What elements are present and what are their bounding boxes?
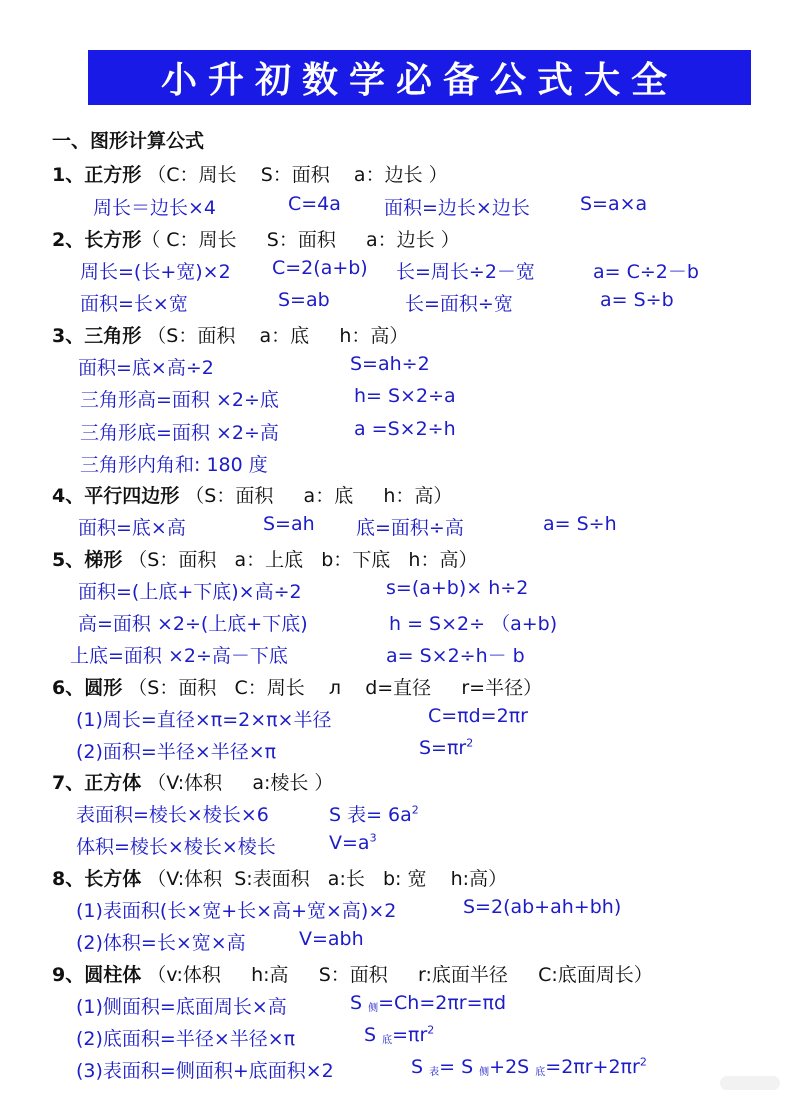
formula: a =S×2÷h (354, 418, 456, 440)
trapezoid-heading (52, 545, 477, 572)
item-number: 5、 (52, 549, 85, 571)
square-heading (52, 160, 448, 187)
variable-legend: （S：面积 a：底 h：高） (141, 325, 409, 347)
triangle-heading (52, 321, 408, 348)
variable-legend: （v:体积 h:高 S：面积 r:底面半径 C:底面周长） (141, 964, 653, 986)
item-number: 4、 (52, 485, 85, 507)
cuboid-heading (52, 864, 507, 891)
shape-name: 平行四边形 (84, 485, 180, 507)
formula: (2)底面积=半径×半径×π (76, 1028, 296, 1050)
formula: C=πd=2πr (428, 705, 528, 727)
formula: (3)表面积=侧面积+底面积×2 (76, 1060, 334, 1082)
formula: 长=面积÷宽 (405, 293, 513, 315)
variable-legend: （V:体积 S:表面积 a:长 b: 宽 h:高） (141, 868, 508, 890)
formula: (2)面积=半径×半径×π (76, 741, 277, 763)
formula: 面积=长×宽 (80, 293, 188, 315)
formula: a= C÷2－b (593, 261, 699, 283)
formula: 三角形内角和: 180 度 (80, 454, 268, 476)
formula: (1)周长=直径×π=2×π×半径 (76, 709, 332, 731)
item-number: 8、 (52, 868, 85, 890)
circle-heading (52, 673, 542, 700)
rectangle-heading (52, 225, 460, 252)
formula: 面积=边长×边长 (384, 197, 530, 219)
section-heading: 一、图形计算公式 (52, 130, 205, 152)
variable-legend: （S：面积 C：周长 л d=直径 r=半径） (122, 677, 543, 699)
formula: V=abh (299, 928, 364, 950)
formula: 面积=底×高÷2 (78, 357, 214, 379)
item-number: 1、 (52, 164, 85, 186)
variable-legend: （S：面积 a：上底 b：下底 h：高） (122, 549, 478, 571)
formula: $V=a^3$ (329, 831, 377, 854)
formula: C=4a (288, 193, 341, 215)
formula: S=2(ab+ah+bh) (463, 896, 622, 918)
formula: (1)侧面积=底面周长×高 (76, 996, 287, 1018)
formula: S=ah÷2 (350, 353, 430, 375)
cylinder-heading (52, 960, 653, 987)
formula: (2)体积=长×宽×高 (76, 932, 246, 954)
cube-heading (52, 768, 333, 795)
formula: 上底=面积 ×2÷高－下底 (70, 645, 288, 667)
shape-name: 圆形 (84, 677, 123, 699)
title-banner (88, 50, 751, 105)
variable-legend: （ C：周长 S：面积 a：边长 ） (141, 229, 460, 251)
formula: S=a×a (580, 193, 648, 215)
shape-name: 正方形 (84, 164, 142, 186)
formula: a= S÷h (543, 513, 617, 535)
item-number: 7、 (52, 772, 85, 794)
variable-legend: （S：面积 a：底 h：高） (179, 485, 453, 507)
shape-name: 长方形 (84, 229, 142, 251)
variable-legend: （C：周长 S：面积 a：边长 ） (141, 164, 448, 186)
shape-name: 圆柱体 (84, 964, 142, 986)
watermark (720, 1076, 780, 1090)
formula: (1)表面积(长×宽+长×高+宽×高)×2 (76, 900, 397, 922)
formula: 三角形高=面积 ×2÷底 (80, 389, 279, 411)
formula: h= S×2÷a (354, 385, 456, 407)
shape-name: 三角形 (84, 325, 142, 347)
formula: h = S×2÷ （a+b) (389, 613, 558, 635)
formula: C=2(a+b) (272, 257, 368, 279)
formula: S=ab (278, 289, 330, 311)
formula: a= S×2÷h－ b (386, 645, 525, 667)
formula: 底=面积÷高 (356, 517, 464, 539)
formula: 周长＝边长×4 (93, 197, 217, 219)
formula: 高=面积 ×2÷(上底+下底) (78, 613, 308, 635)
shape-name: 梯形 (84, 549, 123, 571)
formula: $S=\pi r^2$ (419, 736, 474, 759)
item-number: 2、 (52, 229, 85, 251)
formula: 表面积=棱长×棱长×6 (76, 804, 269, 826)
formula: a= S÷b (600, 289, 674, 311)
parallelogram-heading (52, 481, 452, 508)
formula: 三角形底=面积 ×2÷高 (80, 422, 279, 444)
item-number: 6、 (52, 677, 85, 699)
formula: 长=周长÷2－宽 (396, 261, 535, 283)
formula: 周长=(长+宽)×2 (80, 261, 231, 283)
formula: S $_表$= S $_侧$+2S $_底=2\pi r+2\pi r^2$ (411, 1055, 647, 1078)
shape-name: 长方体 (84, 868, 142, 890)
formula: s=(a+b)× h÷2 (386, 577, 529, 599)
formula: S=ah (263, 513, 315, 535)
item-number: 9、 (52, 964, 85, 986)
page-title: 小升初数学必备公式大全 (160, 60, 678, 101)
item-number: 3、 (52, 325, 85, 347)
formula: S $_侧$=Ch=2πr=πd (350, 992, 507, 1014)
formula: 面积=底×高 (78, 517, 186, 539)
variable-legend: （V:体积 a:棱长 ） (141, 772, 334, 794)
formula: S $_底=\pi r^2$ (364, 1023, 435, 1046)
formula: S 表= $6a^2$ (329, 803, 419, 826)
shape-name: 正方体 (84, 772, 142, 794)
formula: 体积=棱长×棱长×棱长 (76, 836, 276, 858)
formula: 面积=(上底+下底)×高÷2 (78, 581, 302, 603)
